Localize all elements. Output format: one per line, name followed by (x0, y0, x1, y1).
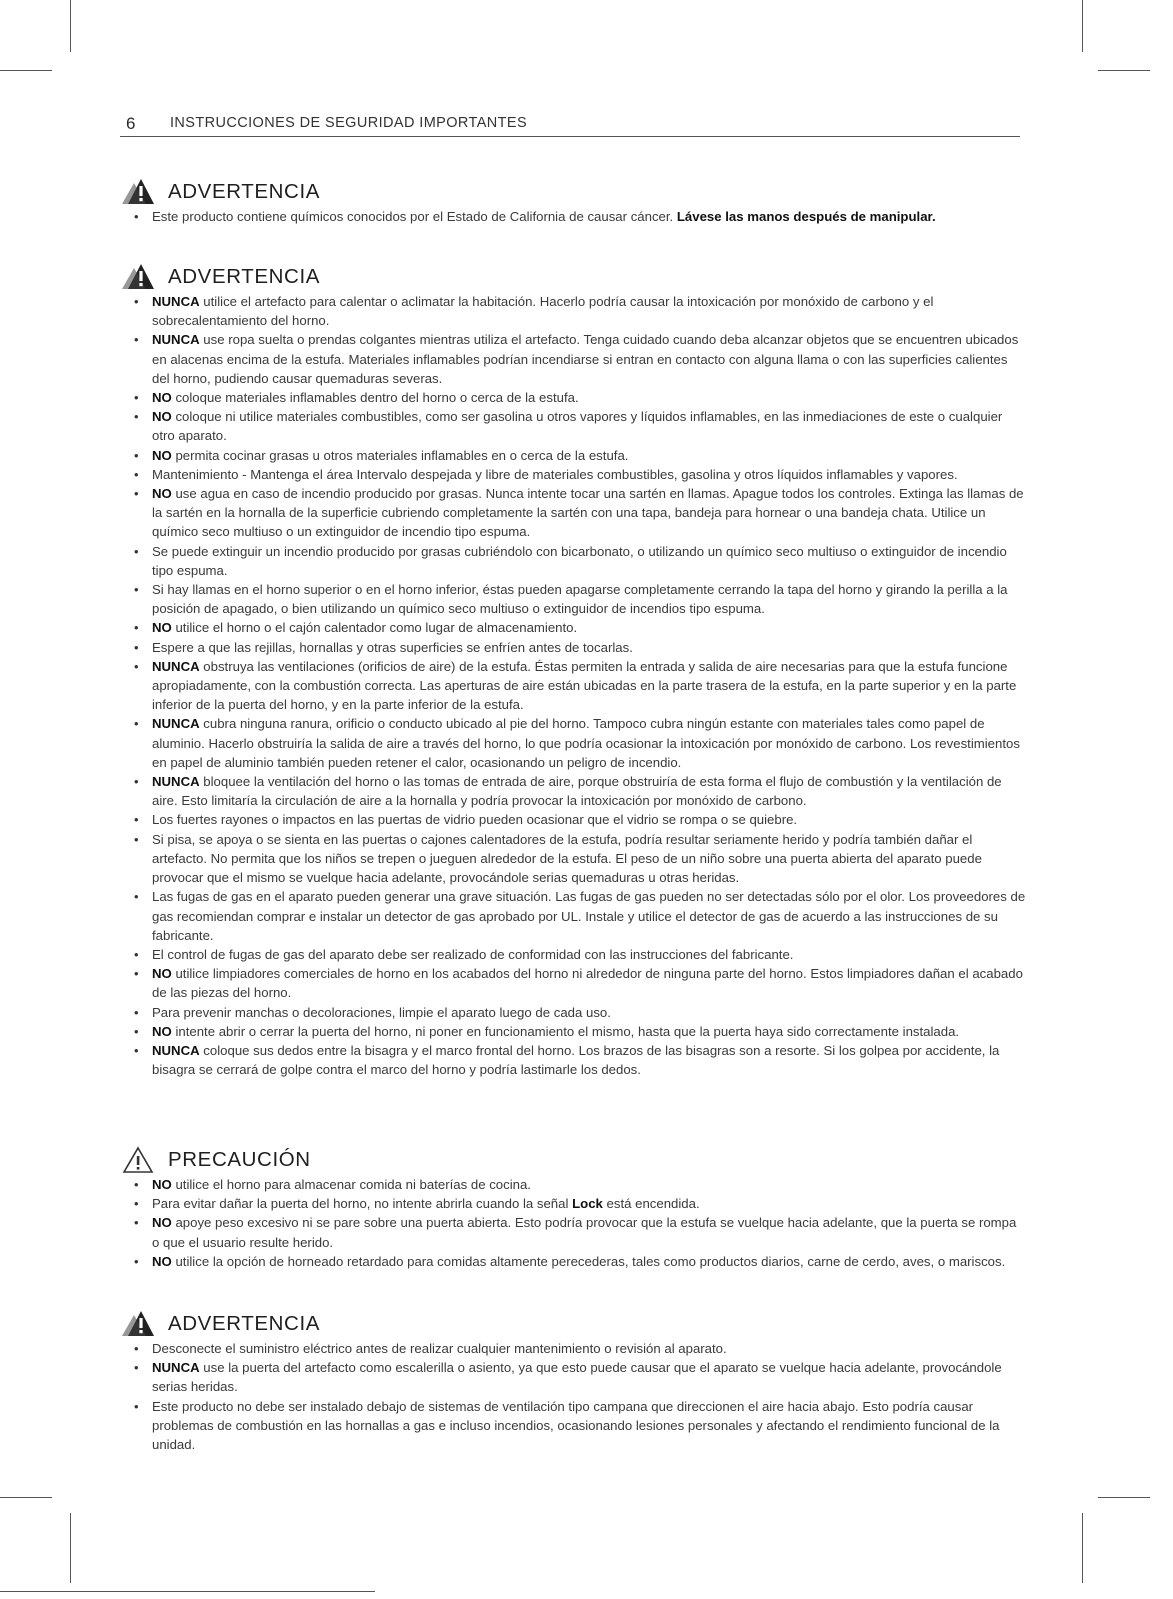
list-item (118, 964, 1028, 1002)
item-text: El control de fugas de gas del aparato debe ser realizado de conformidad con las instrucciones del fabricante. (152, 946, 794, 962)
item-text: Desconecte el suministro eléctrico antes de realizar cualquier mantenimiento o revisión al aparato. (152, 1341, 727, 1356)
item-text: use ropa suelta o prendas colgantes mientras utiliza el artefacto. Tenga cuidado cuando deba alcanzar objetos que se encuentren ubicados en alacenas encima de la estufa. Materiales inflamables podrían incendiarse si entran en contacto con alguna llama o con las superficies calientes del horno, pudiendo causar quemaduras severas. (152, 332, 1019, 386)
bullet: • (134, 1398, 139, 1414)
bullet: • (134, 831, 139, 847)
item-text: coloque materiales inflamables dentro del horno o cerca de la estufa. (171, 390, 579, 406)
bullet: • (134, 946, 139, 962)
emphasis-text: Lávese las manos después de manipular. (676, 209, 936, 224)
bullet: • (134, 1253, 139, 1269)
list-item (118, 1358, 1028, 1396)
bullet: • (134, 1196, 139, 1212)
section-heading (118, 1145, 1028, 1175)
warning-triangle-filled-icon (118, 262, 164, 292)
crop-mark (1082, 1513, 1083, 1583)
warning-section-1 (118, 177, 1028, 226)
list-item (118, 887, 1028, 945)
warning-section-2 (118, 262, 1028, 1079)
bullet: • (134, 620, 139, 636)
item-text: apoye peso excesivo ni se pare sobre una puerta abierta. Esto podría provocar que la estufa se vuelque hacia adelante, que la puerta se rompa o que el usuario resulte herido. (152, 1215, 1017, 1250)
item-text: cubra ninguna ranura, orificio o conducto ubicado al pie del horno. Tampoco cubra ningún estante con materiales tales como papel de aluminio. Hacerlo obstruiría la salida de aire a través del horno, lo que podría ocasionar la intoxicación por monóxido de carbono. Los revestimientos en papel de aluminio también pueden retener el calor, ocasionando un peligro de incendio. (152, 716, 1020, 770)
bullet: • (134, 332, 139, 348)
item-text: obstruya las ventilaciones (orificios de aire) de la estufa. Éstas permiten la entrada y salida de aire necesarias para que la estufa funcione apropiadamente, con la combustión correcta. Las aperturas de aire están ubicadas en la parte trasera de la estufa, en la parte superior y en la parte inferior de la puerta del horno, y en la parte inferior de la estufa. (152, 658, 1017, 713)
list-item (118, 714, 1028, 772)
list-item (118, 1003, 1028, 1022)
item-text: use agua en caso de incendio producido por grasas. Nunca intente tocar una sartén en llamas. Apague todos los controles. Extinga las llamas de la sartén en la hornalla de la superficie cubriendo completamente la sartén con una tapa, bandeja para hornear o una bandeja chata. Utilice un químico seco multiuso o un extinguidor de incendio tipo espuma. (152, 486, 1024, 540)
bullet: • (134, 1004, 139, 1020)
bullet: • (134, 543, 139, 559)
bottom-rule (0, 1591, 375, 1592)
section-title: ADVERTENCIA (168, 1312, 321, 1335)
item-text: está encendida. (602, 1196, 700, 1212)
list-item (118, 330, 1028, 388)
bullet: • (134, 390, 139, 406)
bullet: • (134, 294, 139, 309)
section-heading (118, 262, 1028, 292)
list-item (118, 772, 1028, 810)
item-text: bloquee la ventilación del horno o las tomas de entrada de aire, porque obstruiría de esta forma el flujo de combustión y la ventilación de aire. Esto limitaría la circulación de aire a la hornalla y podría provocar la intoxicación por monóxido de carbono. (152, 774, 1002, 809)
item-text: coloque ni utilice materiales combustibles, como ser gasolina u otros vapores y líquidos inflamables, en las inmediaciones de este o cualquier otro aparato. (152, 409, 1003, 444)
list-item (118, 446, 1028, 465)
warning-list (118, 1339, 1028, 1454)
bullet: • (134, 1177, 139, 1192)
list-item (118, 1041, 1028, 1079)
crop-mark (70, 0, 71, 52)
bullet: • (134, 486, 139, 502)
bullet: • (134, 658, 139, 674)
item-text: Los fuertes rayones o impactos en las puertas de vidrio pueden ocasionar que el vidrio se rompa o se quiebre. (152, 812, 798, 828)
section-heading (118, 1309, 1028, 1339)
emphasis-text: NO (152, 390, 172, 406)
list-item (118, 465, 1028, 484)
emphasis-text: NO (152, 966, 172, 982)
list-item (118, 1022, 1028, 1041)
list-item (118, 1339, 1028, 1358)
emphasis-text: NO (152, 1215, 172, 1231)
bullet: • (134, 716, 139, 732)
list-item (118, 657, 1028, 715)
section-title: ADVERTENCIA (168, 180, 321, 203)
bullet: • (134, 1023, 139, 1039)
section-title: ADVERTENCIA (168, 265, 321, 288)
warning-list (118, 292, 1028, 1079)
emphasis-text: NUNCA (152, 716, 200, 732)
warning-triangle-filled-icon (118, 177, 164, 207)
header-title: INSTRUCCIONES DE SEGURIDAD IMPORTANTES (170, 115, 528, 131)
emphasis-text: NUNCA (152, 658, 200, 674)
bullet: • (134, 582, 139, 598)
list-item (118, 1252, 1028, 1271)
item-text: utilice el artefacto para calentar o aclimatar la habitación. Hacerlo podría causar la intoxicación por monóxido de carbono y el sobrecalentamiento del horno. (152, 294, 934, 329)
bullet: • (134, 889, 139, 905)
list-item (118, 580, 1028, 618)
bullet: • (134, 639, 139, 655)
item-text: utilice limpiadores comerciales de horno en los acabados del horno ni alrededor de ninguna parte del horno. Estos limpiadores dañan el acabado de las piezas del horno. (152, 966, 1023, 1001)
page-number: 6 (126, 114, 136, 133)
list-item (118, 1213, 1028, 1251)
list-item (118, 810, 1028, 829)
list-item (118, 1397, 1028, 1455)
bullet: • (134, 466, 139, 482)
caution-triangle-outline-icon (118, 1145, 164, 1175)
item-text: Si hay llamas en el horno superior o en el horno inferior, éstas pueden apagarse completamente cerrando la tapa del horno y girando la perilla a la posición de apagado, o bien utilizando un químico seco multiuso o extinguidor de incendios tipo espuma. (152, 582, 1008, 617)
item-text: Para prevenir manchas o decoloraciones, limpie el aparato luego de cada uso. (152, 1004, 611, 1020)
bullet: • (134, 1341, 139, 1356)
item-text: utilice el horno o el cajón calentador como lugar de almacenamiento. (171, 620, 578, 636)
bullet: • (134, 1042, 139, 1058)
item-text: Este producto contiene químicos conocidos por el Estado de California de causar cáncer. (152, 209, 677, 224)
list-item (118, 1175, 1028, 1194)
crop-mark (1098, 1497, 1150, 1498)
caution-list (118, 1175, 1028, 1271)
emphasis-text: NO (152, 620, 172, 636)
warning-triangle-filled-icon (118, 1309, 164, 1339)
bullet: • (134, 774, 139, 790)
emphasis-text: NUNCA (152, 332, 200, 348)
section-heading (118, 177, 1028, 207)
item-text: Se puede extinguir un incendio producido por grasas cubriéndolo con bicarbonato, o utilizando un químico seco multiuso o extinguidor de incendio tipo espuma. (152, 543, 1007, 578)
crop-mark (0, 1497, 52, 1498)
item-text: intente abrir o cerrar la puerta del horno, ni poner en funcionamiento el mismo, hasta que la puerta haya sido correctamente instalada. (171, 1023, 960, 1039)
list-item (118, 207, 1028, 226)
item-text: utilice el horno para almacenar comida ni baterías de cocina. (171, 1177, 531, 1192)
crop-mark (1082, 0, 1083, 52)
list-item (118, 484, 1028, 542)
item-text: use la puerta del artefacto como escalerilla o asiento, ya que esto puede causar que el aparato se vuelque hacia adelante, provocándole serias heridas. (152, 1360, 1002, 1395)
section-title: PRECAUCIÓN (168, 1148, 311, 1171)
emphasis-text: NO (152, 447, 172, 463)
emphasis-text: NO (152, 1253, 172, 1269)
bullet: • (134, 966, 139, 982)
item-text: Espere a que las rejillas, hornallas y otras superficies se enfríen antes de tocarlas. (152, 639, 633, 655)
list-item (118, 830, 1028, 888)
list-item (118, 638, 1028, 657)
emphasis-text: NO (152, 486, 172, 502)
bullet: • (134, 409, 139, 425)
item-text: Mantenimiento - Mantenga el área Intervalo despejada y libre de materiales combustibles, gasolina y otros líquidos inflamables y vapores. (152, 466, 958, 482)
list-item (118, 292, 1028, 330)
list-item (118, 542, 1028, 580)
bullet: • (134, 1215, 139, 1231)
bullet: • (134, 209, 139, 224)
item-text: utilice la opción de horneado retardado para comidas altamente perecederas, tales como productos diarios, carne de cerdo, aves, o mariscos. (171, 1253, 1006, 1269)
item-text: permita cocinar grasas u otros materiales inflamables en o cerca de la estufa. (171, 447, 629, 463)
item-text: coloque sus dedos entre la bisagra y el marco frontal del horno. Los brazos de las bisagras son a resorte. Si los golpea por accidente, la bisagra se cerrará de golpe contra el marco del horno y podría lastimarle los dedos. (152, 1042, 1000, 1078)
emphasis-text: NO (152, 409, 172, 425)
emphasis-text: NUNCA (152, 774, 200, 790)
item-text: Si pisa, se apoya o se sienta en las puertas o cajones calentadores de la estufa, podría resultar seriamente herido y podría también dañar el artefacto. No permita que los niños se trepen o jueguen alrededor de la estufa. El peso de un niño sobre una puerta abierta del aparato puede provocar que el mismo se vuelque hacia adelante, provocándole serias quemaduras u otras heridas. (152, 831, 982, 886)
item-text: Este producto no debe ser instalado debajo de sistemas de ventilación tipo campana que direccionen el aire hacia abajo. Esto podría causar problemas de combustión en las hornallas a gas e incluso incendios, ocasionando lesiones personales y afectando el rendimiento funcional de la unidad. (152, 1398, 1000, 1453)
item-text: Para evitar dañar la puerta del horno, no intente abrirla cuando la señal (152, 1196, 573, 1212)
item-text: Las fugas de gas en el aparato pueden generar una grave situación. Las fugas de gas pueden no ser detectadas sólo por el olor. Los proveedores de gas recomiendan comprar e instalar un detector de gas aprobado por UL. Instale y utilice el detector de gas de acuerdo a las instrucciones de su fabricante. (152, 889, 1026, 943)
crop-mark (70, 1513, 71, 1583)
list-item (118, 388, 1028, 407)
emphasis-text: NO (152, 1023, 172, 1039)
crop-mark (0, 70, 52, 71)
emphasis-text: NUNCA (152, 294, 200, 309)
list-item (118, 407, 1028, 445)
bullet: • (134, 812, 139, 828)
emphasis-text: NUNCA (152, 1360, 200, 1376)
page-header (120, 114, 1020, 137)
bullet: • (134, 447, 139, 463)
emphasis-text: Lock (572, 1196, 603, 1212)
list-item (118, 1194, 1028, 1213)
emphasis-text: NO (152, 1177, 172, 1192)
list-item (118, 945, 1028, 964)
bullet: • (134, 1360, 139, 1376)
warning-section-3 (118, 1309, 1028, 1454)
crop-mark (1098, 70, 1150, 71)
emphasis-text: NUNCA (152, 1042, 200, 1058)
caution-section (118, 1145, 1028, 1271)
list-item (118, 618, 1028, 637)
